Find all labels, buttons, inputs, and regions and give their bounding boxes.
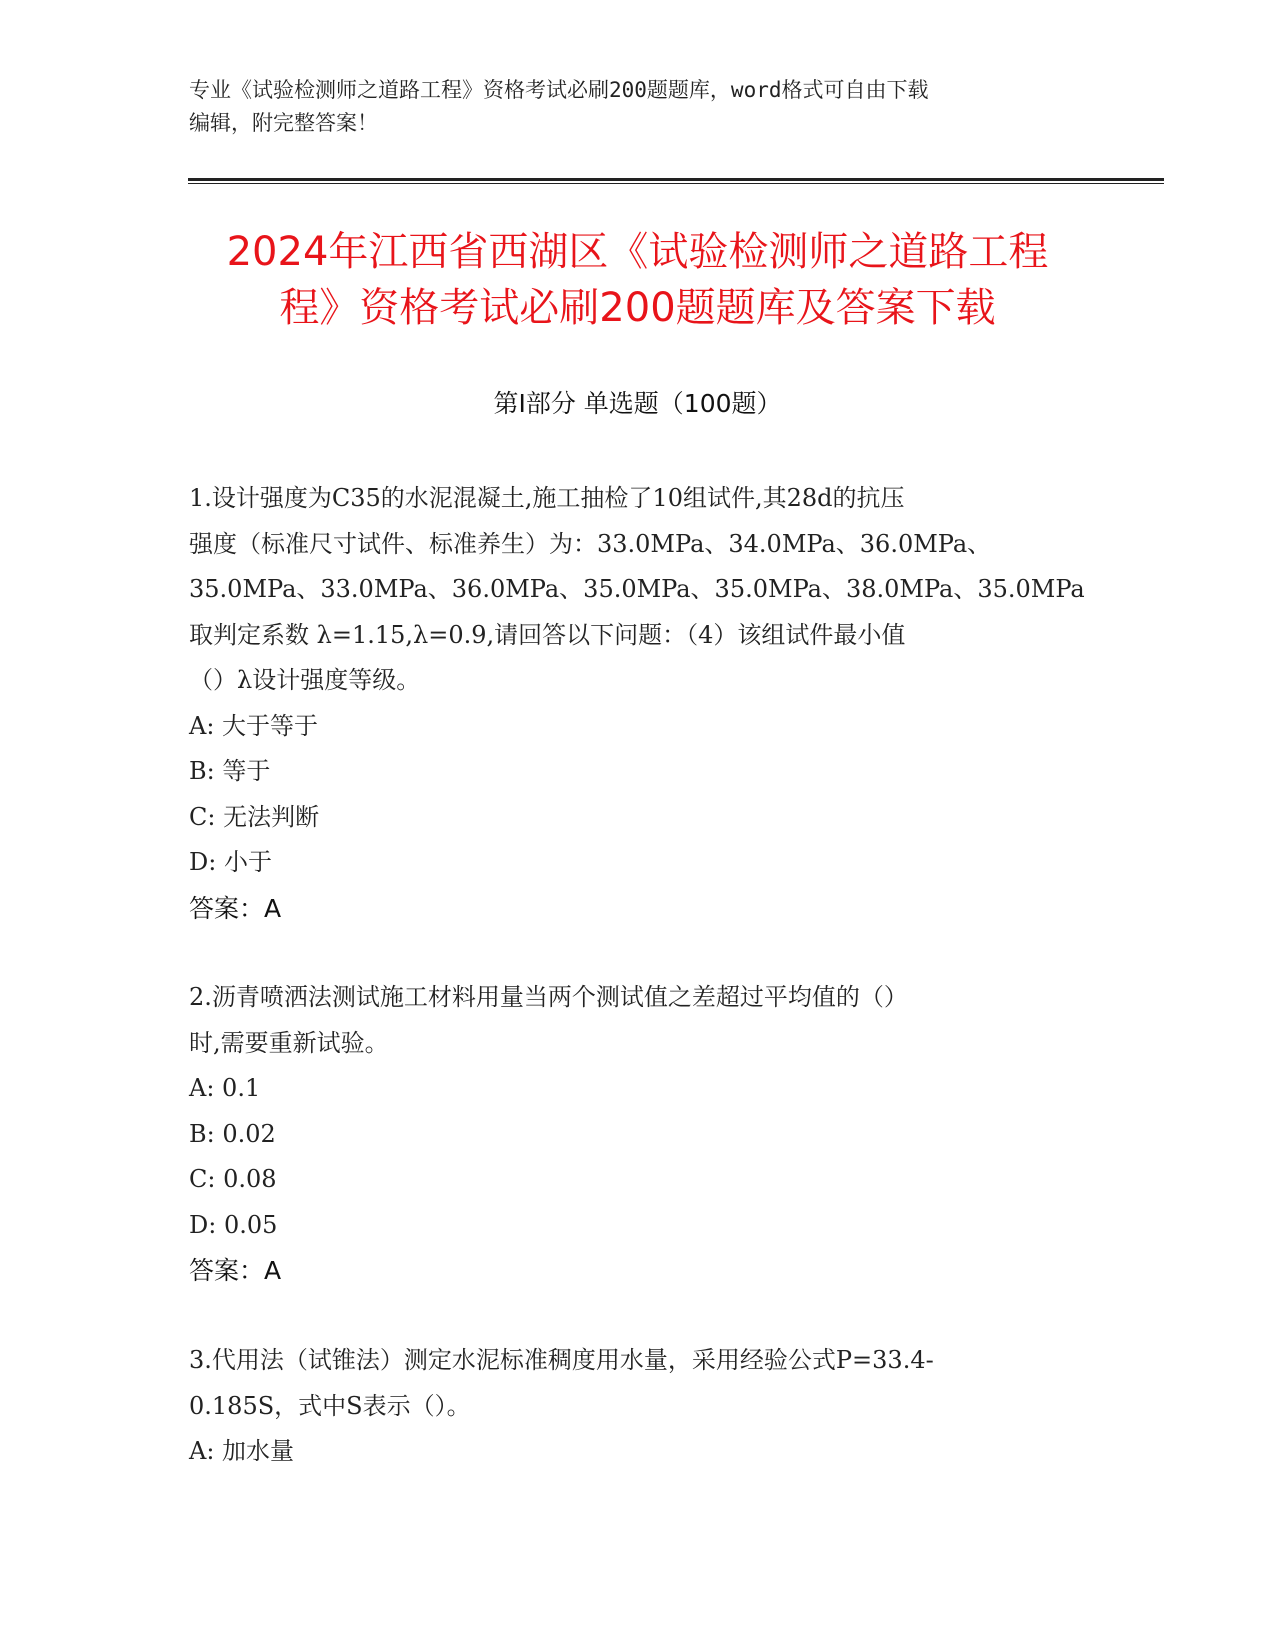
question-3: [189, 1338, 1089, 1475]
answer-line: 答案：A: [189, 893, 282, 923]
header-divider-thin: [188, 183, 1164, 184]
question-stem-line: 35.0MPa、33.0MPa、36.0MPa、35.0MPa、35.0MPa、38.0MPa、35.0MPa: [189, 575, 1085, 603]
option-d: D: 0.05: [189, 1210, 278, 1239]
option-a: A: 0.1: [189, 1074, 261, 1102]
option-c: C: 0.08: [189, 1165, 277, 1193]
question-stem-line: 3.代用法（试锥法）测定水泥标准稠度用水量，采用经验公式P=33.4-: [189, 1346, 934, 1374]
document-title: [150, 224, 1125, 336]
question-stem-line: 2.沥青喷洒法测试施工材料用量当两个测试值之差超过平均值的（）: [189, 983, 908, 1011]
answer-line: 答案：A: [189, 1256, 282, 1285]
option-a: A: 大于等于: [189, 711, 319, 740]
header-note-line: 编辑，附完整答案！: [189, 111, 378, 135]
option-d: D: 小于: [189, 848, 272, 876]
question-stem-line: 取判定系数 λ=1.15,λ=0.9,请回答以下问题：（4）该组试件最小值: [189, 620, 906, 649]
question-stem-line: 时,需要重新试验。: [189, 1028, 389, 1057]
question-1: [189, 476, 1089, 931]
header-note-line: 专业《试验检测师之道路工程》资格考试必刷200题题库，word格式可自由下载: [189, 78, 929, 102]
question-stem-line: 0.185S，式中S表示（）。: [189, 1391, 471, 1420]
option-b: B: 0.02: [189, 1119, 276, 1148]
section-heading: 第I部分 单选题（100题）: [493, 389, 782, 418]
option-b: B: 等于: [189, 757, 271, 785]
question-stem-line: 1.设计强度为C35的水泥混凝土,施工抽检了10组试件,其28d的抗压: [189, 484, 905, 512]
option-a: A: 加水量: [189, 1437, 295, 1465]
option-c: C: 无法判断: [189, 802, 320, 831]
document-title-line: 2024年江西省西湖区《试验检测师之道路工程: [226, 229, 1049, 275]
question-stem-line: （）λ设计强度等级。: [189, 666, 421, 694]
question-2: [189, 975, 1089, 1294]
question-stem-line: 强度（标准尺寸试件、标准养生）为：33.0MPa、34.0MPa、36.0MPa、: [189, 529, 992, 558]
document-title-line: 程》资格考试必刷200题题库及答案下载: [279, 285, 996, 331]
header-divider-thick: [188, 178, 1164, 181]
header-note: [189, 74, 1089, 140]
